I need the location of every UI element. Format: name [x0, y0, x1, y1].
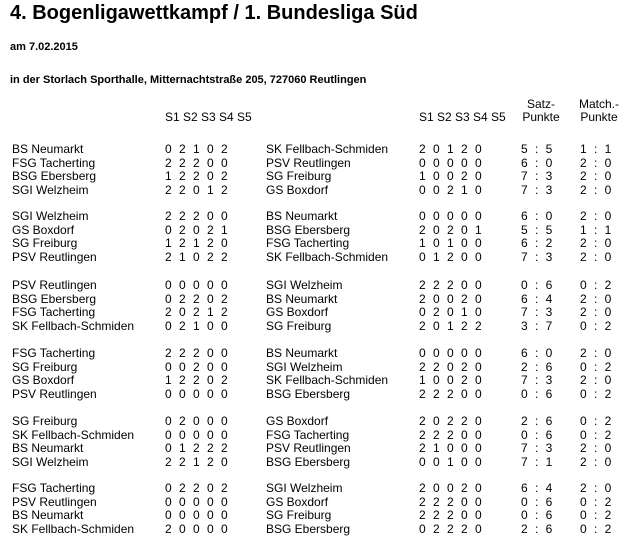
team-b-name: PSV Reutlingen — [266, 155, 351, 170]
team-a-sets: 1 2 1 2 0 — [165, 236, 228, 250]
match-row — [0, 456, 630, 469]
match-points: 2 : 0 — [580, 169, 612, 183]
team-a-sets: 2 2 2 0 0 — [165, 209, 228, 223]
team-b-name: SG Freiburg — [266, 318, 332, 333]
match-points: 0 : 2 — [580, 386, 612, 401]
team-a-name: PSV Reutlingen — [12, 249, 97, 264]
match-row — [0, 388, 630, 401]
match-points: 2 : 0 — [580, 454, 612, 469]
team-a-name: GS Boxdorf — [12, 222, 75, 237]
team-b-name: SG Freiburg — [266, 508, 332, 522]
team-b-sets: 0 1 2 0 0 — [419, 249, 482, 264]
match-row — [0, 293, 630, 306]
match-points: 2 : 0 — [580, 291, 612, 306]
team-b-name: GS Boxdorf — [266, 494, 329, 509]
team-a-sets: 0 1 2 2 2 — [165, 441, 228, 455]
team-b-sets: 1 0 0 2 0 — [419, 373, 482, 387]
match-header-line2: Punkte — [580, 110, 618, 124]
match-row — [0, 509, 630, 522]
team-a-name: SG Freiburg — [12, 359, 78, 374]
team-b-name: GS Boxdorf — [266, 182, 329, 197]
team-b-name: SG Freiburg — [266, 169, 332, 183]
satz-points: 6 : 0 — [521, 155, 553, 170]
match-row — [0, 523, 630, 536]
team-b-sets: 2 0 0 2 0 — [419, 481, 482, 495]
team-a-sets: 2 0 2 1 2 — [165, 305, 228, 319]
match-row — [0, 157, 630, 170]
team-a-name: FSG Tacherting — [12, 305, 96, 319]
event-venue: in der Storlach Sporthalle, Mitternachtstraße 205, 727060 Reutlingen — [10, 74, 367, 86]
match-points: 2 : 0 — [580, 305, 612, 319]
team-b-name: BSG Ebersberg — [266, 454, 351, 469]
team-b-name: PSV Reutlingen — [266, 441, 351, 455]
team-a-sets: 0 0 0 0 0 — [165, 427, 228, 442]
team-b-sets: 0 2 2 2 0 — [419, 521, 482, 536]
match-row — [0, 224, 630, 237]
team-a-sets: 0 2 2 0 2 — [165, 481, 228, 495]
satz-points: 2 : 6 — [521, 521, 553, 536]
team-a-sets: 2 0 0 0 0 — [165, 521, 228, 536]
team-a-sets: 0 2 1 0 0 — [165, 318, 228, 333]
team-b-name: BS Neumarkt — [266, 291, 338, 306]
team-a-name: SK Fellbach-Schmiden — [12, 427, 135, 442]
match-row — [0, 237, 630, 250]
team-b-name: BSG Ebersberg — [266, 222, 351, 237]
team-b-sets: 0 0 1 0 0 — [419, 454, 482, 469]
team-a-sets: 2 2 1 2 0 — [165, 454, 228, 469]
team-a-sets: 0 0 0 0 0 — [165, 508, 228, 522]
team-b-sets: 2 0 1 2 0 — [419, 142, 482, 156]
team-b-name: FSG Tacherting — [266, 427, 350, 442]
satz-points: 2 : 6 — [521, 414, 553, 428]
team-a-name: BS Neumarkt — [12, 142, 84, 156]
team-b-sets: 2 2 2 0 0 — [419, 278, 482, 292]
match-points: 2 : 0 — [580, 249, 612, 264]
team-a-name: FSG Tacherting — [12, 346, 96, 360]
match-points: 0 : 2 — [580, 521, 612, 536]
team-a-name: SGI Welzheim — [12, 209, 89, 223]
satz-points: 7 : 3 — [521, 373, 553, 387]
match-row — [0, 279, 630, 292]
match-row — [0, 442, 630, 455]
match-points: 0 : 2 — [580, 414, 612, 428]
team-b-name: SK Fellbach-Schmiden — [266, 373, 389, 387]
team-a-name: FSG Tacherting — [12, 481, 96, 495]
satz-points: 6 : 0 — [521, 209, 553, 223]
team-b-name: SK Fellbach-Schmiden — [266, 249, 389, 264]
team-a-sets: 0 0 0 0 0 — [165, 278, 228, 292]
satz-points: 6 : 2 — [521, 236, 553, 250]
satz-points: 7 : 3 — [521, 441, 553, 455]
team-b-sets: 2 2 2 0 0 — [419, 494, 482, 509]
match-points: 1 : 1 — [580, 142, 612, 156]
team-a-name: FSG Tacherting — [12, 155, 96, 170]
match-points: 2 : 0 — [580, 481, 612, 495]
satz-points: 2 : 6 — [521, 359, 553, 374]
team-a-sets: 2 1 0 2 2 — [165, 249, 228, 264]
match-row — [0, 415, 630, 428]
page-title: 4. Bogenligawettkampf / 1. Bundesliga Süd — [10, 2, 418, 24]
team-b-name: SK Fellbach-Schmiden — [266, 142, 389, 156]
team-b-name: BSG Ebersberg — [266, 521, 351, 536]
team-b-sets: 2 2 2 0 0 — [419, 386, 482, 401]
team-a-name: SK Fellbach-Schmiden — [12, 318, 135, 333]
satz-points: 6 : 4 — [521, 291, 553, 306]
team-a-name: BSG Ebersberg — [12, 169, 97, 183]
match-points: 2 : 0 — [580, 441, 612, 455]
team-b-sets: 2 2 2 0 0 — [419, 508, 482, 522]
team-a-name: BS Neumarkt — [12, 441, 84, 455]
match-points: 0 : 2 — [580, 427, 612, 442]
satz-points: 5 : 5 — [521, 222, 553, 237]
satz-points: 3 : 7 — [521, 318, 553, 333]
match-header-line1: Match.- — [578, 97, 619, 111]
match-row — [0, 429, 630, 442]
team-a-name: PSV Reutlingen — [12, 278, 97, 292]
team-a-name: SG Freiburg — [12, 236, 78, 250]
team-a-sets: 2 2 0 1 2 — [165, 182, 228, 197]
match-points: 0 : 2 — [580, 359, 612, 374]
satz-points: 0 : 6 — [521, 508, 553, 522]
match-points: 0 : 2 — [580, 318, 612, 333]
team-a-sets: 0 2 0 0 0 — [165, 414, 228, 428]
match-row — [0, 210, 630, 223]
match-row — [0, 251, 630, 264]
match-points: 2 : 0 — [580, 182, 612, 197]
team-b-name: BSG Ebersberg — [266, 386, 351, 401]
team-a-sets: 0 0 2 0 0 — [165, 359, 228, 374]
satz-points: 7 : 3 — [521, 182, 553, 197]
team-b-sets: 2 0 0 2 0 — [419, 291, 482, 306]
satz-points: 6 : 4 — [521, 481, 553, 495]
satz-points: 0 : 6 — [521, 278, 553, 292]
team-b-name: FSG Tacherting — [266, 236, 350, 250]
team-a-sets: 1 2 2 0 2 — [165, 169, 228, 183]
team-a-sets: 1 2 2 0 2 — [165, 373, 228, 387]
team-b-sets: 2 2 0 2 0 — [419, 359, 482, 374]
match-points: 0 : 2 — [580, 508, 612, 522]
match-row — [0, 347, 630, 360]
event-date: am 7.02.2015 — [10, 41, 78, 53]
satz-header-line1: Satz- — [526, 97, 555, 111]
satz-points: 7 : 3 — [521, 249, 553, 264]
team-a-name: SK Fellbach-Schmiden — [12, 521, 135, 536]
team-a-sets: 0 2 1 0 2 — [165, 142, 228, 156]
match-points: 2 : 0 — [580, 155, 612, 170]
team-a-sets: 2 2 2 0 0 — [165, 155, 228, 170]
team-a-sets: 0 0 0 0 0 — [165, 386, 228, 401]
sets-header-right: S1 S2 S3 S4 S5 — [419, 110, 506, 124]
team-a-name: PSV Reutlingen — [12, 494, 97, 509]
team-a-name: PSV Reutlingen — [12, 386, 97, 401]
match-points: 0 : 2 — [580, 494, 612, 509]
team-b-sets: 2 1 0 0 0 — [419, 441, 482, 455]
match-row — [0, 143, 630, 156]
team-b-name: BS Neumarkt — [266, 209, 338, 223]
match-row — [0, 184, 630, 197]
team-a-name: SGI Welzheim — [12, 454, 89, 469]
match-row — [0, 170, 630, 183]
team-a-sets: 0 2 0 2 1 — [165, 222, 228, 237]
team-b-sets: 2 0 2 0 1 — [419, 222, 482, 237]
team-a-name: SGI Welzheim — [12, 182, 89, 197]
satz-header-line2: Punkte — [522, 110, 560, 124]
match-row — [0, 361, 630, 374]
satz-points: 7 : 3 — [521, 169, 553, 183]
match-row — [0, 496, 630, 509]
satz-points: 0 : 6 — [521, 494, 553, 509]
team-a-name: BS Neumarkt — [12, 508, 84, 522]
team-b-sets: 2 0 1 2 2 — [419, 318, 482, 333]
match-row — [0, 482, 630, 495]
team-b-name: GS Boxdorf — [266, 305, 329, 319]
team-b-name: SGI Welzheim — [266, 278, 343, 292]
match-points: 2 : 0 — [580, 236, 612, 250]
team-b-name: SGI Welzheim — [266, 481, 343, 495]
team-a-sets: 0 2 2 0 2 — [165, 291, 228, 306]
satz-points: 0 : 6 — [521, 427, 553, 442]
team-b-sets: 2 0 2 2 0 — [419, 414, 482, 428]
team-b-sets: 2 2 2 0 0 — [419, 427, 482, 442]
team-a-name: GS Boxdorf — [12, 373, 75, 387]
team-b-sets: 0 0 0 0 0 — [419, 155, 482, 170]
satz-points: 6 : 0 — [521, 346, 553, 360]
team-b-sets: 0 2 0 1 0 — [419, 305, 482, 319]
satz-points: 5 : 5 — [521, 142, 553, 156]
satz-points: 0 : 6 — [521, 386, 553, 401]
satz-points: 7 : 1 — [521, 454, 553, 469]
team-b-name: SGI Welzheim — [266, 359, 343, 374]
sets-header-left: S1 S2 S3 S4 S5 — [165, 110, 252, 124]
team-b-sets: 1 0 1 0 0 — [419, 236, 482, 250]
match-row — [0, 320, 630, 333]
match-points: 0 : 2 — [580, 278, 612, 292]
match-points: 2 : 0 — [580, 373, 612, 387]
match-row — [0, 306, 630, 319]
match-row — [0, 374, 630, 387]
match-points: 2 : 0 — [580, 209, 612, 223]
team-b-sets: 0 0 0 0 0 — [419, 346, 482, 360]
team-a-sets: 0 0 0 0 0 — [165, 494, 228, 509]
team-a-sets: 2 2 2 0 0 — [165, 346, 228, 360]
satz-points: 7 : 3 — [521, 305, 553, 319]
match-points: 1 : 1 — [580, 222, 612, 237]
team-a-name: SG Freiburg — [12, 414, 78, 428]
team-b-name: GS Boxdorf — [266, 414, 329, 428]
team-b-sets: 0 0 0 0 0 — [419, 209, 482, 223]
team-b-name: BS Neumarkt — [266, 346, 338, 360]
match-points: 2 : 0 — [580, 346, 612, 360]
team-b-sets: 1 0 0 2 0 — [419, 169, 482, 183]
team-b-sets: 0 0 2 1 0 — [419, 182, 482, 197]
team-a-name: BSG Ebersberg — [12, 291, 97, 306]
